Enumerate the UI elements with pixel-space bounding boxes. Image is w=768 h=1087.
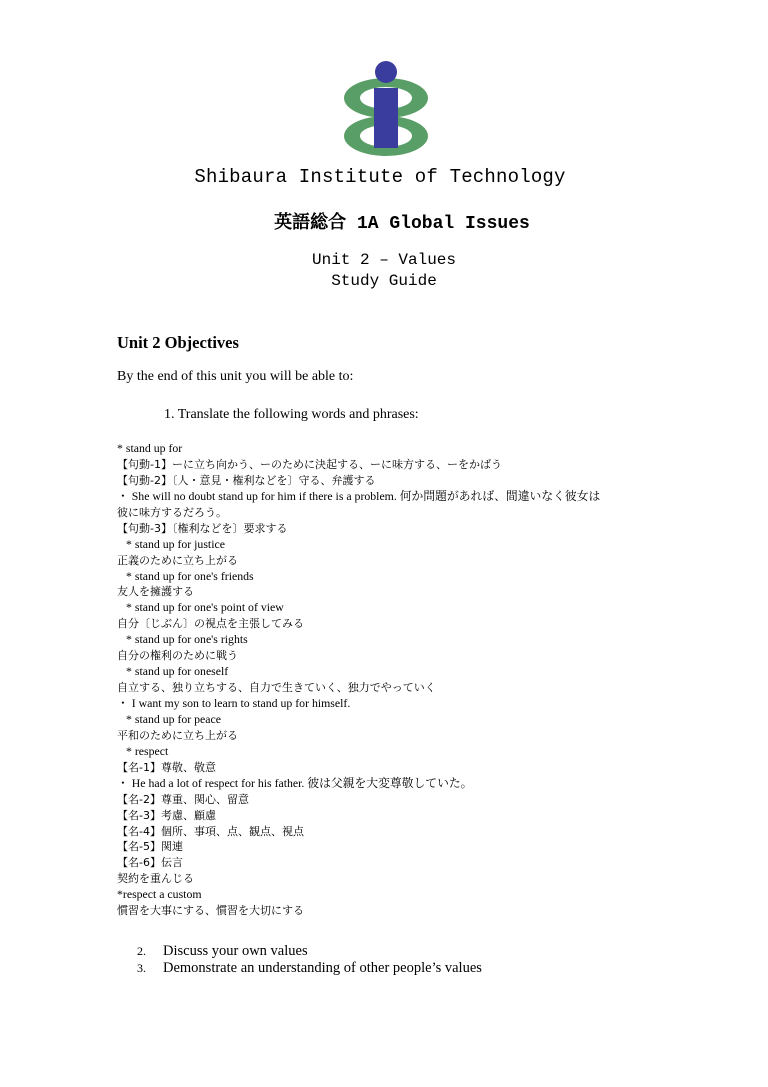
glossary-line: * stand up for oneself [126,664,229,679]
glossary-line: 彼に味方するだろう。 [117,505,227,519]
glossary-list [117,441,677,919]
list-text: Discuss your own values [163,943,308,959]
institution-name: Shibaura Institute of Technology [194,166,566,188]
guide-title: Study Guide [331,272,437,290]
glossary-line: * stand up for [117,441,183,455]
glossary-line: 【名-2】尊重、関心、留意 [117,792,249,806]
list-number: 3. [137,961,146,975]
glossary-line: 自分〔じぶん〕の視点を主張してみる [117,617,304,631]
glossary-line: 【句動-1】ーに立ち向かう、ーのために決起する、ーに味方する、ーをかばう [117,457,502,471]
course-title-jp: 英語総合 [274,212,347,233]
logo-blue-bar [374,88,398,148]
glossary-line: 【名-5】関連 [117,840,183,854]
unit-title: Unit 2 – Values [311,251,457,269]
glossary-line: 【句動-3】〔権利などを〕要求する [117,521,288,535]
list-number: 2. [137,944,146,958]
glossary-line: * respect [126,743,169,758]
glossary-line: 【句動-2】〔人・意見・権利などを〕守る、弁護する [117,473,376,487]
glossary-line: 平和のために立ち上がる [117,728,238,742]
objective-list-item [137,943,482,960]
logo-blue-dot [375,61,397,83]
glossary-line: ・ She will no doubt stand up for him if there is a problem. 何か問題があれば、間違いなく彼女は [117,488,601,503]
glossary-line: 自分の権利のために戦う [117,649,238,663]
shibaura-logo [338,60,434,160]
course-title [18,208,768,234]
glossary-line: 契約を重んじる [117,872,194,886]
glossary-line: * stand up for one's rights [126,632,248,647]
glossary-line: 自立する、独り立ちする、自力で生きていく、独力でやっていく [117,681,436,695]
glossary-line: 【名-6】伝言 [117,856,183,870]
glossary-line: 正義のために立ち上がる [117,553,238,567]
glossary-line: ・ He had a lot of respect for his father. 彼は父親を大変尊敬していた。 [117,775,473,790]
objectives-intro: By the end of this unit you will be able to: [117,369,354,384]
glossary-line: 【名-3】考慮、顧慮 [117,808,216,822]
list-text: Demonstrate an understanding of other people’s values [163,960,482,976]
objective-list-item [137,960,482,977]
glossary-line: 【名-1】尊敬、敬意 [117,760,216,774]
glossary-line: * stand up for peace [126,711,221,726]
course-title-en: 1A Global Issues [346,214,530,234]
glossary-line: 慣習を大事にする、慣習を大切にする [117,904,304,918]
objectives-heading: Unit 2 Objectives [117,333,239,352]
objective-item-1: 1. Translate the following words and phrases: [164,407,419,422]
glossary-line: * stand up for one's friends [126,568,254,583]
glossary-line: 【名-4】個所、事項、点、観点、視点 [117,824,304,838]
glossary-line: * stand up for one's point of view [126,600,284,615]
glossary-line: * stand up for justice [126,536,225,551]
glossary-line: *respect a custom [117,887,202,902]
objective-list [137,943,482,977]
glossary-line: ・ I want my son to learn to stand up for himself. [117,696,351,710]
glossary-line: 友人を擁護する [117,585,194,599]
